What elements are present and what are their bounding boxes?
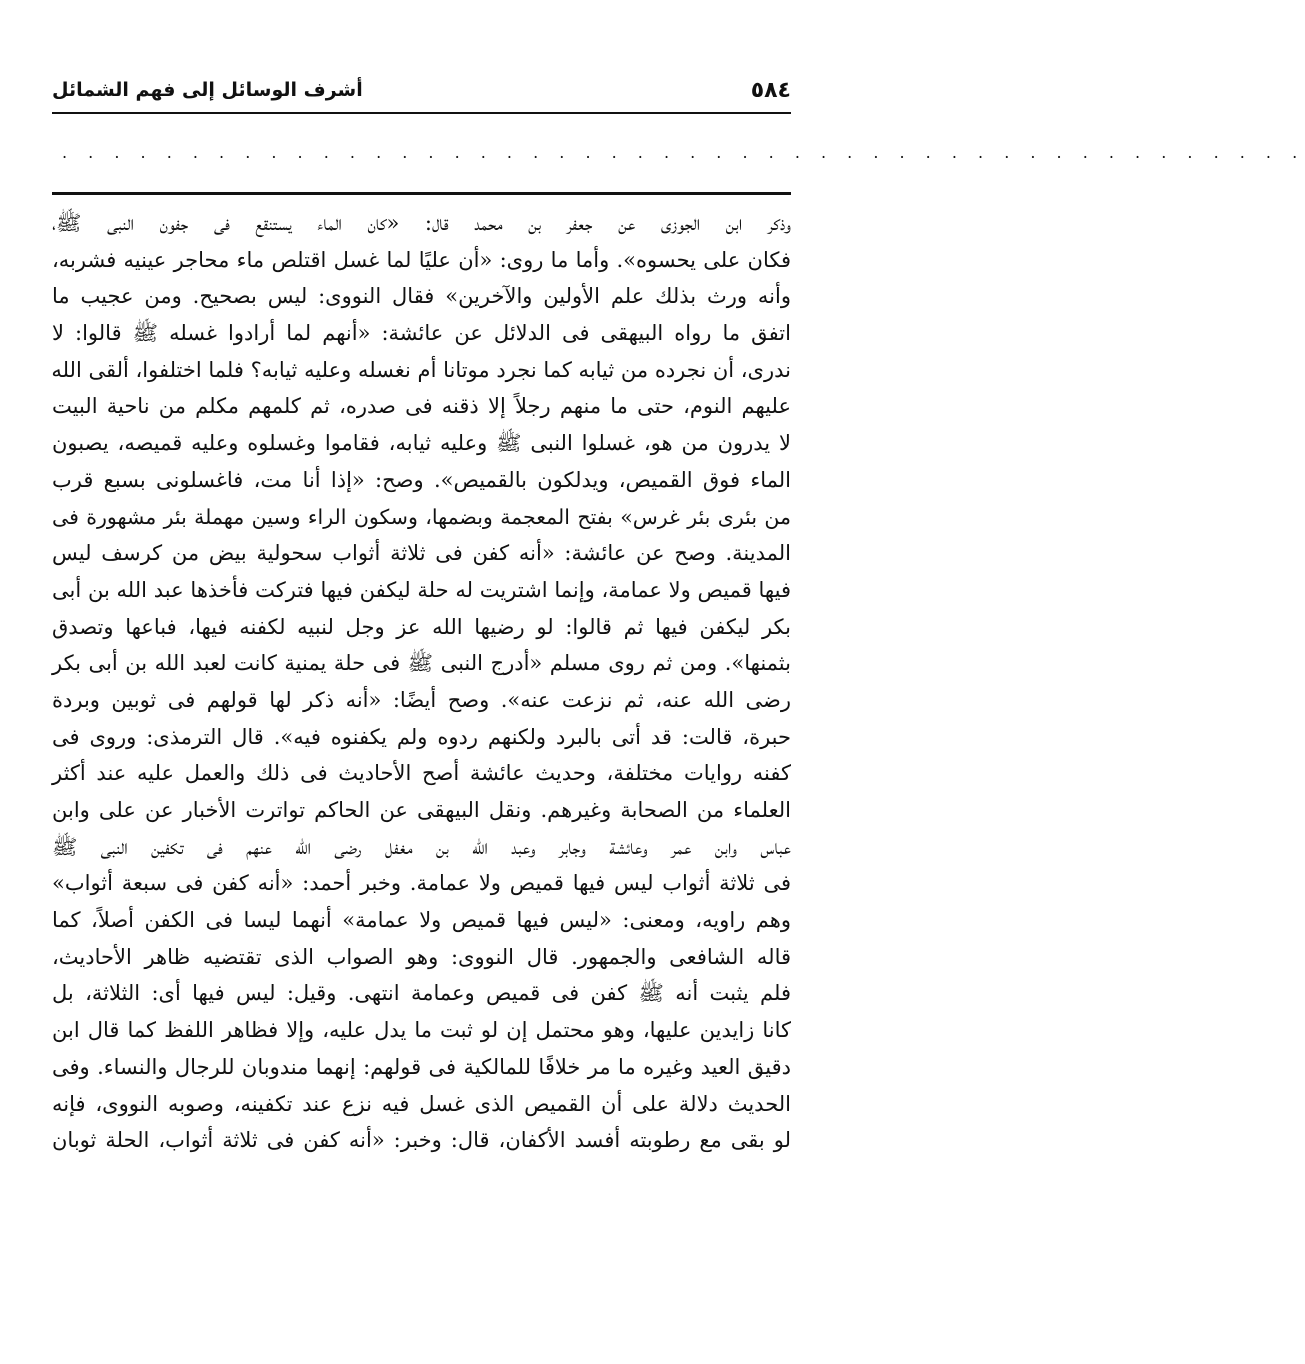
text-line: بكر ليكفن فيها ثم قالوا: لو رضيها الله عز وجل لنبيه لكفنه فيها، فباعها وتصدق xyxy=(52,614,791,639)
text-line: لا يدرون من هو، غسلوا النبى ﷺ وعليه ثيابه، فقاموا وغسلوه وعليه قميصه، يصبون xyxy=(52,431,791,456)
text-line: اتفق ما رواه البيهقى فى الدلائل عن عائشة: «أنهم لما أرادوا غسله ﷺ قالوا: لا xyxy=(52,321,791,346)
text-line: قاله الشافعى والجمهور. قال النووى: وهو الصواب الذى تقتضيه ظاهر الأحاديث، xyxy=(52,944,791,969)
page-number: ٥٨٤ xyxy=(750,77,791,103)
body-rule xyxy=(52,192,791,195)
text-line: كفنه روايات مختلفة، وحديث عائشة أصح الأحاديث فى ذلك والعمل عليه عند أكثر xyxy=(52,761,791,786)
text-line: عباس وابن عمر وعائشة وجابر وعبد الله بن مغفل رضى الله عنهم فى تكفين النبى ﷺ xyxy=(52,834,791,859)
text-line: لو بقى مع رطوبته أفسد الأكفان، قال: وخبر: «أنه كفن فى ثلاثة أثواب، الحلة ثوبان xyxy=(52,1128,791,1153)
text-line: المدينة. وصح عن عائشة: «أنه كفن فى ثلاثة أثواب سحولية بيض من كرسف ليس xyxy=(52,541,791,566)
text-line: وهم راويه، ومعنى: «ليس فيها قميص ولا عمامة» أنهما ليسا فى الكفن أصلاً، كما xyxy=(52,908,791,933)
text-line: رضى الله عنه، ثم نزعت عنه». وصح أيضًا: «أنه ذكر لها قولهم فى ثوبين وبردة xyxy=(52,687,791,712)
text-line: بثمنها». ومن ثم روى مسلم «أدرج النبى ﷺ فى حلة يمنية كانت لعبد الله بن أبى بكر xyxy=(52,651,791,676)
header-rule xyxy=(52,112,791,114)
text-line: الماء فوق القميص، ويدلكون بالقميص». وصح: «إذا أنا مت، فاغسلونى بسبع قرب xyxy=(52,467,791,492)
text-line: دقيق العيد وغيره ما مر خلافًا للمالكية فى قولهم: إنهما مندوبان للرجال والنساء. وفى xyxy=(52,1054,791,1079)
page-header xyxy=(52,70,791,110)
text-line: فى ثلاثة أثواب ليس فيها قميص ولا عمامة. وخبر أحمد: «أنه كفن فى سبعة أثواب» xyxy=(52,871,791,896)
text-line: حبرة، قالت: قد أتى بالبرد ولكنهم ردوه ولم يكفنوه فيه». قال الترمذى: وروى فى xyxy=(52,724,791,749)
text-line: فكان على يحسوه». وأما ما روى: «أن عليًا لما غسل اقتلص ماء محاجر عينيه فشربه، xyxy=(52,247,791,272)
running-title: أشرف الوسائل إلى فهم الشمائل xyxy=(52,79,363,101)
text-line: فيها قميص ولا عمامة، وإنما اشتريت له حلة ليكفن فيها فتركت فأخذها عبد الله بن أبى xyxy=(52,577,791,602)
text-line: فلم يثبت أنه ﷺ كفن فى قميص وعمامة انتهى. وقيل: ليس فيها أى: الثلاثة، بل xyxy=(52,981,791,1006)
text-line: من بئرى بئر غرس» بفتح المعجمة وبضمها، وسكون الراء وسين مهملة بئر مشهورة فى xyxy=(52,504,791,529)
text-line: وذكر ابن الجوزى عن جعفر بن محمد قال: «كان الماء يستنقع فى جفون النبى ﷺ، xyxy=(52,211,791,235)
text-line: كانا زايدين عليها، وهو محتمل إن لو ثبت ما يدل عليه، وإلا فظاهر اللفظ كما قال ابن xyxy=(52,1018,791,1043)
text-line: عليهم النوم، حتى ما منهم رجلاً إلا ذقنه فى صدره، ثم كلمهم مكلم من ناحية البيت xyxy=(52,394,791,419)
text-line: وأنه ورث بذلك علم الأولين والآخرين» فقال النووى: ليس بصحيح. ومن عجيب ما xyxy=(52,284,791,309)
body-text xyxy=(52,205,791,1159)
text-line: ندرى، أن نجرده من ثيابه كما نجرد موتانا أم نغسله وعليه ثيابه؟ فلما اختلفوا، ألقى الله xyxy=(51,357,791,382)
text-line: الحديث دلالة على أن القميص الذى غسل فيه نزع عند تكفينه، وصوبه النووى، فإنه xyxy=(52,1091,791,1116)
text-line: العلماء من الصحابة وغيرهم. ونقل البيهقى عن الحاكم تواترت الأخبار عن على وابن xyxy=(52,798,791,822)
dotted-separator: . . . . . . . . . . . . . . . . . . . . . . . . . . . . . . . . . . . . . . . . . . . . . . . . xyxy=(62,143,1305,162)
